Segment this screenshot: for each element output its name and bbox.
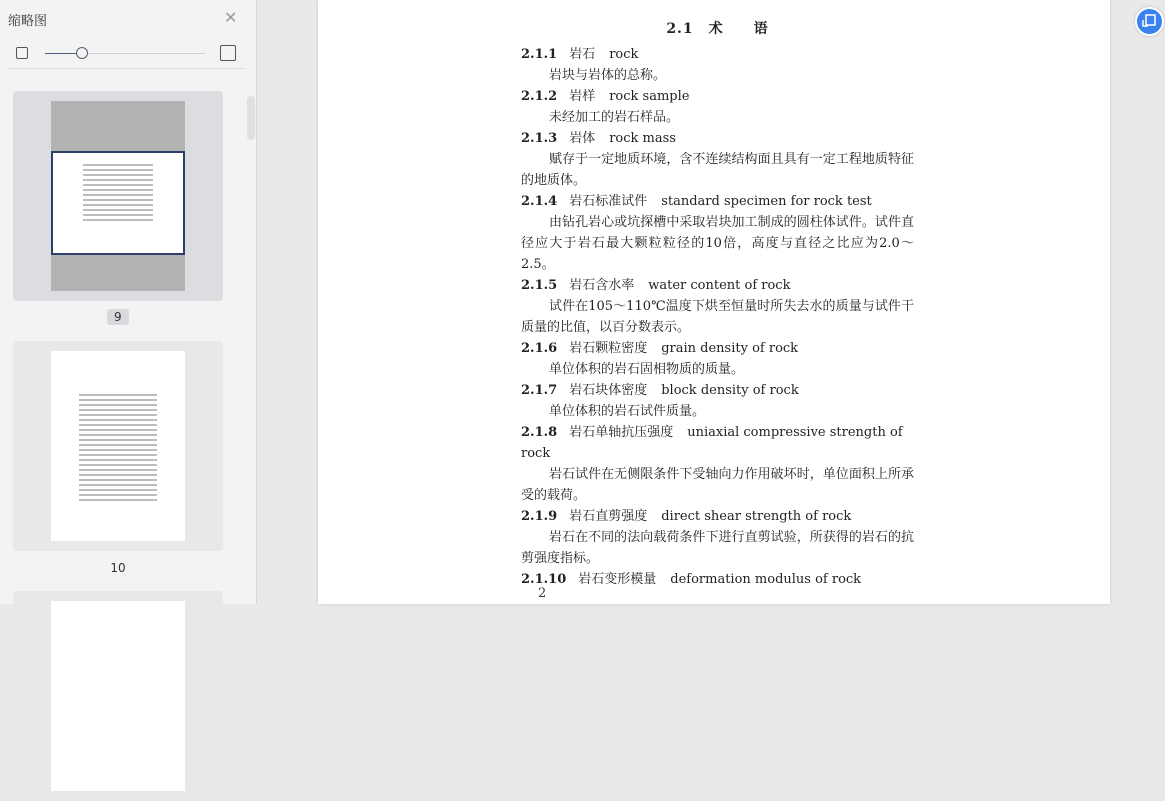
term-en: rock mass xyxy=(609,131,676,146)
term-definition: 由钻孔岩心或坑探槽中采取岩块加工制成的圆柱体试件。试件直径应大于岩石最大颗粒粒径的10倍，高度与直径之比应为2.0～2.5。 xyxy=(521,215,914,272)
term-entry xyxy=(521,422,914,464)
page-number: 2 xyxy=(538,586,547,601)
term-definition: 赋存于一定地质环境，含不连续结构面且具有一定工程地质特征的地质体。 xyxy=(521,152,914,188)
term-zh: 岩石颗粒密度 xyxy=(569,341,648,356)
term-number: 2.1.2 xyxy=(521,89,558,104)
section-heading: 2.1 术 语 xyxy=(666,21,769,37)
term-zh: 岩体 xyxy=(569,131,596,146)
document-page xyxy=(318,0,1110,604)
term-number: 2.1.3 xyxy=(521,131,558,146)
term-number: 2.1.7 xyxy=(521,383,558,398)
page-label: 10 xyxy=(110,561,126,575)
thumbnail-sidebar xyxy=(0,0,257,604)
thumbnail-page-10[interactable] xyxy=(13,341,223,551)
term-en: water content of rock xyxy=(648,278,791,293)
page-label: 9 xyxy=(107,309,129,325)
term-entry xyxy=(521,338,914,359)
term-definition: 岩石试件在无侧限条件下受轴向力作用破坏时，单位面积上所承受的载荷。 xyxy=(521,467,914,503)
floating-tool-button[interactable] xyxy=(1135,7,1164,36)
term-number: 2.1.8 xyxy=(521,425,558,440)
term-entry xyxy=(521,275,914,296)
term-entry xyxy=(521,569,914,590)
page-thumbnail xyxy=(51,351,185,541)
term-entry xyxy=(521,44,914,65)
slider-fill xyxy=(45,53,78,54)
term-en: standard specimen for rock test xyxy=(661,194,872,209)
thumbnail-page-11[interactable] xyxy=(13,591,223,801)
term-definition: 单位体积的岩石固相物质的质量。 xyxy=(549,362,745,377)
term-entry xyxy=(521,86,914,107)
term-number: 2.1.5 xyxy=(521,278,558,293)
term-number: 2.1.6 xyxy=(521,341,558,356)
term-definition: 未经加工的岩石样品。 xyxy=(549,110,680,125)
term-number: 2.1.1 xyxy=(521,47,558,62)
term-en: uniaxial compressive strength of rock xyxy=(521,425,903,461)
term-en: rock sample xyxy=(609,89,690,104)
term-zh: 岩石标准试件 xyxy=(569,194,648,209)
sidebar-title: 缩略图 xyxy=(8,14,48,29)
close-icon[interactable]: ✕ xyxy=(224,8,238,27)
large-thumbnail-icon[interactable] xyxy=(220,45,236,61)
term-zh: 岩石 xyxy=(569,47,596,62)
small-thumbnail-icon[interactable] xyxy=(16,47,28,59)
sidebar-scrollbar[interactable] xyxy=(247,96,255,140)
term-en: deformation modulus of rock xyxy=(670,572,862,587)
term-zh: 岩石单轴抗压强度 xyxy=(569,425,674,440)
term-definition: 岩块与岩体的总称。 xyxy=(549,68,667,83)
term-entry xyxy=(521,128,914,149)
term-number: 2.1.9 xyxy=(521,509,558,524)
term-definition: 岩石在不同的法向载荷条件下进行直剪试验，所获得的岩石的抗剪强度指标。 xyxy=(521,530,914,566)
term-definition: 试件在105～110℃温度下烘至恒量时所失去水的质量与试件干质量的比值，以百分数表示。 xyxy=(521,299,914,335)
term-zh: 岩样 xyxy=(569,89,596,104)
term-entry xyxy=(521,380,914,401)
convert-icon xyxy=(1137,9,1162,34)
term-zh: 岩石含水率 xyxy=(569,278,635,293)
term-zh: 岩石块体密度 xyxy=(569,383,648,398)
slider-handle[interactable] xyxy=(76,47,88,59)
term-zh: 岩石直剪强度 xyxy=(569,509,648,524)
term-en: block density of rock xyxy=(661,383,799,398)
term-entry xyxy=(521,506,914,527)
term-zh: 岩石变形模量 xyxy=(578,572,657,587)
term-number: 2.1.4 xyxy=(521,194,558,209)
term-en: grain density of rock xyxy=(661,341,799,356)
term-en: rock xyxy=(609,47,639,62)
divider xyxy=(8,68,244,69)
term-entry xyxy=(521,191,914,212)
term-number: 2.1.10 xyxy=(521,572,567,587)
thumbnail-page-9[interactable] xyxy=(13,91,223,301)
term-en: direct shear strength of rock xyxy=(661,509,852,524)
page-thumbnail xyxy=(51,101,185,291)
viewport-indicator xyxy=(51,151,185,255)
term-definition: 单位体积的岩石试件质量。 xyxy=(549,404,706,419)
